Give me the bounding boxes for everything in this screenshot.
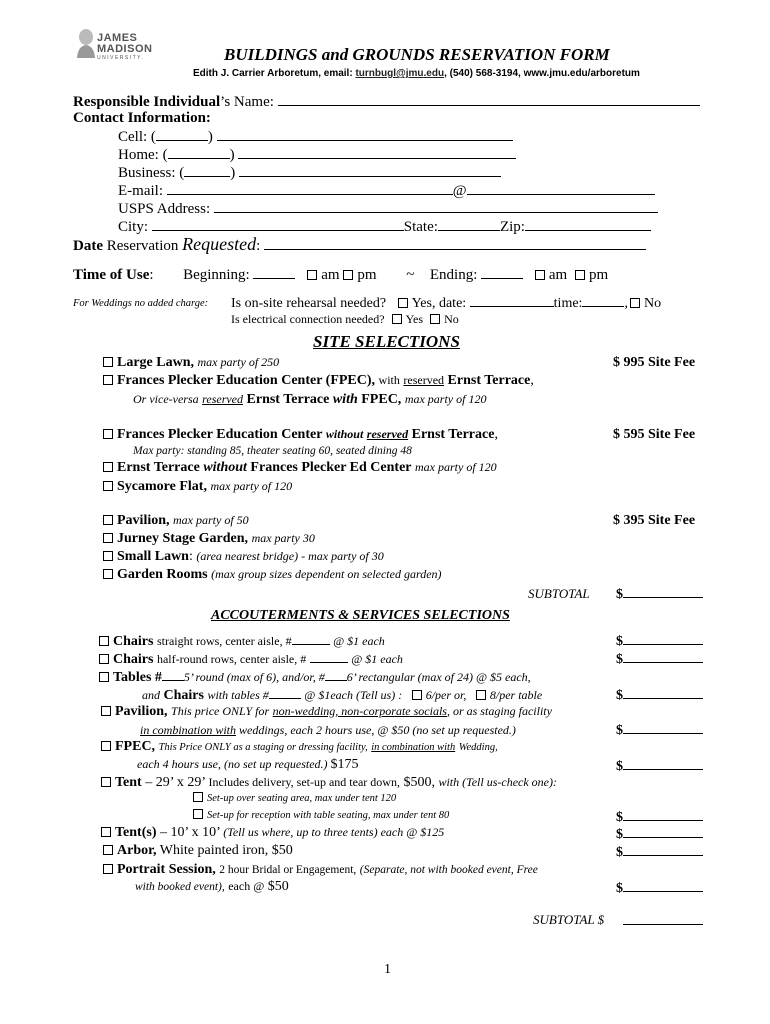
- email-row: E-mail: @: [118, 182, 655, 200]
- fee-395: $ 395 Site Fee: [613, 513, 696, 528]
- site-subtotal-field[interactable]: $: [616, 585, 703, 603]
- contact-info-heading: Contact Information:: [73, 110, 211, 126]
- home-number-field[interactable]: [238, 146, 516, 159]
- logo-line1: JAMES: [97, 32, 138, 44]
- tents-small-checkbox[interactable]: [101, 827, 111, 837]
- portrait-checkbox[interactable]: [103, 864, 113, 874]
- time-of-use-row: Time of Use: Beginning: am pm ~ Ending: am pm: [73, 267, 609, 283]
- chairs-halfround-amount[interactable]: $: [616, 650, 703, 668]
- table-chairs-qty[interactable]: [269, 686, 301, 699]
- tents-small-row: Tent(s) – 10’ x 10’ (Tell us where, up to three tents) each @ $125: [101, 825, 444, 841]
- chairs-straight-qty[interactable]: [292, 632, 330, 645]
- garden-rooms-checkbox[interactable]: [103, 569, 113, 579]
- site-subtotal-label: SUBTOTAL: [528, 586, 590, 601]
- fpec-service-row: FPEC, This Price ONLY as a staging or dressing facility, in combination with Wedding,: [101, 739, 498, 755]
- form-title: BUILDINGS and GROUNDS RESERVATION FORM: [224, 45, 610, 64]
- fpec-without-checkbox[interactable]: [103, 429, 113, 439]
- pavilion-service-row2: in combination with weddings, each 2 hours use, @ $50 (no set up requested.): [140, 723, 516, 737]
- arbor-checkbox[interactable]: [103, 845, 113, 855]
- madison-portrait-icon: [75, 28, 97, 58]
- arbor-amount[interactable]: $: [616, 843, 703, 861]
- pavilion-site-checkbox[interactable]: [103, 515, 113, 525]
- tent-option-seating: Set-up over seating area, max under tent 120: [193, 792, 396, 804]
- tables-amount[interactable]: $: [616, 686, 703, 704]
- large-lawn-row: Large Lawn, max party of 250: [103, 355, 279, 371]
- business-number-field[interactable]: [239, 164, 501, 177]
- services-heading: ACCOUTERMENTS & SERVICES SELECTIONS: [211, 608, 510, 623]
- zip-field[interactable]: [525, 218, 651, 231]
- electric-no-checkbox[interactable]: [430, 314, 440, 324]
- fpec-ernst-checkbox[interactable]: [103, 375, 113, 385]
- usps-address-field[interactable]: [214, 200, 658, 213]
- jurney-checkbox[interactable]: [103, 533, 113, 543]
- fpec-capacity-note: Max party: standing 85, theater seating 60, seated dining 48: [133, 445, 412, 457]
- fpec-service-row2: each 4 hours use, (no set up requested.) $175: [137, 757, 359, 772]
- rehearsal-yes-checkbox[interactable]: [398, 298, 408, 308]
- rehearsal-time-field[interactable]: [582, 294, 624, 307]
- cell-number-field[interactable]: [217, 128, 513, 141]
- chairs-halfround-checkbox[interactable]: [99, 654, 109, 664]
- cell-area-code-field[interactable]: [156, 128, 208, 141]
- fpec-service-checkbox[interactable]: [101, 741, 111, 751]
- chairs-halfround-qty[interactable]: [310, 650, 348, 663]
- begin-am-checkbox[interactable]: [307, 270, 317, 280]
- tent-row: Tent – 29’ x 29’ Includes delivery, set-up and tear down, $500, with (Tell us-check one):: [101, 775, 557, 791]
- tables-round-qty[interactable]: [162, 668, 184, 681]
- eight-per-table-checkbox[interactable]: [476, 690, 486, 700]
- home-area-code-field[interactable]: [168, 146, 230, 159]
- jurney-row: Jurney Stage Garden, max party 30: [103, 531, 315, 547]
- pavilion-site-row: Pavilion, max party of 50: [103, 513, 249, 529]
- pavilion-service-checkbox[interactable]: [101, 706, 111, 716]
- date-requested-field[interactable]: [264, 237, 646, 250]
- ending-time-field[interactable]: [481, 266, 523, 279]
- tent-checkbox[interactable]: [101, 777, 111, 787]
- tent-seating-checkbox[interactable]: [193, 792, 203, 802]
- chairs-straight-amount[interactable]: $: [616, 632, 703, 650]
- chairs-halfround-row: Chairs half-round rows, center aisle, # @ $1 each: [99, 650, 403, 668]
- fpec-without-row: Frances Plecker Education Center without reserved Ernst Terrace,: [103, 427, 498, 443]
- sycamore-row: Sycamore Flat, max party of 120: [103, 479, 292, 495]
- portrait-row: Portrait Session, 2 hour Bridal or Engagement, (Separate, not with booked event, Free: [103, 862, 538, 878]
- services-subtotal-label: SUBTOTAL $: [533, 912, 605, 927]
- electric-yes-checkbox[interactable]: [392, 314, 402, 324]
- tent-reception-checkbox[interactable]: [193, 809, 203, 819]
- chairs-straight-checkbox[interactable]: [99, 636, 109, 646]
- business-area-code-field[interactable]: [184, 164, 230, 177]
- fpec-service-amount[interactable]: $: [616, 757, 703, 775]
- site-selections-heading: SITE SELECTIONS: [313, 332, 460, 351]
- small-lawn-checkbox[interactable]: [103, 551, 113, 561]
- weddings-note: For Weddings no added charge:: [73, 298, 209, 309]
- tent-amount[interactable]: $: [616, 808, 703, 826]
- services-subtotal-field[interactable]: [623, 912, 703, 930]
- rehearsal-no-checkbox[interactable]: [630, 298, 640, 308]
- email-user-field[interactable]: [167, 182, 453, 195]
- ernst-without-checkbox[interactable]: [103, 462, 113, 472]
- tent-option-reception: Set-up for reception with table seating, max under tent 80: [193, 809, 449, 821]
- city-field[interactable]: [152, 218, 404, 231]
- state-field[interactable]: [438, 218, 500, 231]
- tents-small-amount[interactable]: $: [616, 825, 703, 843]
- end-pm-checkbox[interactable]: [575, 270, 585, 280]
- pavilion-service-amount[interactable]: $: [616, 721, 703, 739]
- tables-chairs-row: and Chairs with tables # @ $1each (Tell us) : 6/per or, 8/per table: [142, 688, 543, 703]
- city-row: City: State: Zip:: [118, 218, 651, 236]
- home-row: Home: ( ): [118, 146, 516, 164]
- fpec-ernst-row: Frances Plecker Education Center (FPEC), with reserved Ernst Terrace,: [103, 373, 534, 389]
- sycamore-checkbox[interactable]: [103, 481, 113, 491]
- portrait-amount[interactable]: $: [616, 879, 703, 897]
- date-requested-row: Date Reservation Requested:: [73, 234, 646, 255]
- six-per-table-checkbox[interactable]: [412, 690, 422, 700]
- header-contact-line: Edith J. Carrier Arboretum, email: turnbugl@jmu.edu, (540) 568-3194, www.jmu.edu/arboretum: [193, 68, 640, 79]
- responsible-name-field[interactable]: [278, 93, 700, 106]
- arboretum-email-link[interactable]: turnbugl@jmu.edu: [355, 68, 445, 79]
- business-row: Business: ( ): [118, 164, 501, 182]
- tables-row: Tables # 5’ round (max of 6), and/or, # 6’ rectangular (max of 24) @ $5 each,: [99, 668, 531, 686]
- electric-row: Is electrical connection needed? Yes No: [231, 312, 459, 326]
- vice-versa-row: Or vice-versa reserved Ernst Terrace with FPEC, max party of 120: [133, 392, 487, 407]
- ernst-without-row: Ernst Terrace without Frances Plecker Ed Center max party of 120: [103, 460, 497, 476]
- pavilion-service-row: Pavilion, This price ONLY for non-wedding, non-corporate socials, or as staging facility: [101, 704, 552, 720]
- arbor-row: Arbor, White painted iron, $50: [103, 843, 293, 859]
- cell-row: Cell: ( ): [118, 128, 513, 146]
- tables-rect-qty[interactable]: [325, 668, 347, 681]
- beginning-time-field[interactable]: [253, 266, 295, 279]
- chairs-straight-row: Chairs straight rows, center aisle, # @ $1 each: [99, 632, 385, 650]
- email-domain-field[interactable]: [467, 182, 655, 195]
- fee-995: $ 995 Site Fee: [613, 355, 696, 370]
- page-number: 1: [384, 962, 391, 977]
- portrait-row2: with booked event), each @ $50: [135, 879, 289, 894]
- rehearsal-date-field[interactable]: [470, 294, 554, 307]
- large-lawn-checkbox[interactable]: [103, 357, 113, 367]
- logo-line3: UNIVERSITY.: [97, 55, 145, 61]
- rehearsal-row: Is on-site rehearsal needed? Yes, date: time: , No: [231, 296, 662, 311]
- end-am-checkbox[interactable]: [535, 270, 545, 280]
- usps-row: USPS Address:: [118, 200, 658, 218]
- logo-line2: MADISON: [97, 43, 153, 55]
- responsible-name-row: Responsible Individual’s Name:: [73, 93, 700, 111]
- begin-pm-checkbox[interactable]: [343, 270, 353, 280]
- fee-595: $ 595 Site Fee: [613, 427, 696, 442]
- small-lawn-row: Small Lawn: (area nearest bridge) - max party of 30: [103, 549, 384, 565]
- garden-rooms-row: Garden Rooms (max group sizes dependent on selected garden): [103, 567, 442, 583]
- tables-checkbox[interactable]: [99, 672, 109, 682]
